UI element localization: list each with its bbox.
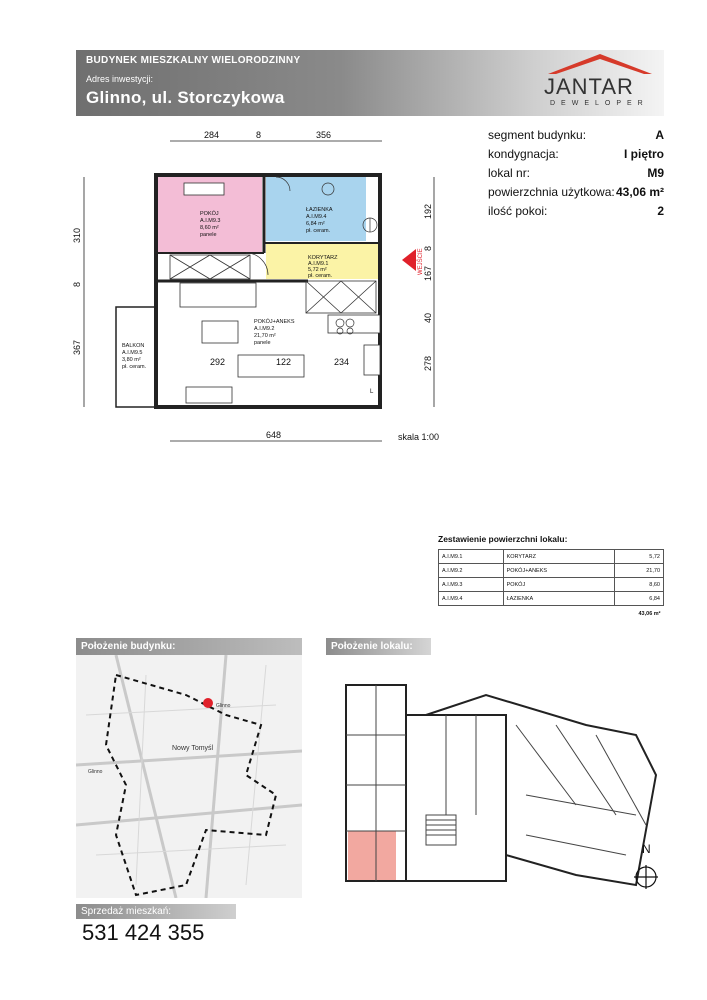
building-marker — [203, 698, 213, 708]
north-label: N — [642, 842, 651, 856]
info-value: I piętro — [623, 147, 664, 161]
bedroom-floor: panele — [200, 232, 217, 238]
compass-icon — [634, 865, 658, 889]
dim-inner-1: 292 — [210, 357, 226, 367]
living-floor: panele — [254, 340, 271, 346]
dim-right-5: 278 — [423, 355, 433, 371]
logo-sub: DEWELOPER — [550, 100, 649, 107]
table-total-row — [439, 606, 664, 621]
row-area: 5,72 — [615, 550, 664, 564]
appliance-label: L — [370, 389, 374, 395]
living-name: POKÓJ+ANEKS — [254, 319, 295, 325]
dim-top-left: 284 — [204, 130, 220, 140]
info-value: 2 — [657, 204, 664, 218]
bedroom-area-label: 8,60 m² — [200, 225, 219, 231]
row-area: 6,84 — [615, 592, 664, 606]
table-row — [439, 578, 664, 592]
balcony-area-label: 3,80 m² — [122, 357, 141, 363]
unit-highlight — [348, 831, 396, 881]
dim-inner-3: 234 — [334, 357, 350, 367]
bathroom-area-label: 6,84 m² — [306, 221, 325, 227]
row-name: ŁAZIENKA — [503, 592, 615, 606]
bathroom-name: ŁAZIENKA — [306, 207, 333, 213]
info-value: 43,06 m² — [615, 185, 664, 199]
hall-area-label: 5,72 m² — [308, 267, 327, 273]
balcony-code: A.I.M9.5 — [122, 350, 143, 356]
row-code: A.I.M9.2 — [439, 564, 504, 578]
entrance-arrow — [402, 249, 416, 271]
hall-floor: pł. ceram. — [308, 273, 333, 279]
info-label: ilość pokoi: — [488, 204, 548, 218]
balcony-name: BALKON — [122, 343, 145, 349]
hall-name: KORYTARZ — [308, 255, 338, 261]
row-name: POKÓJ — [503, 578, 615, 592]
unit-info — [488, 128, 664, 223]
info-label: segment budynku: — [488, 128, 587, 142]
bedroom-code: A.I.M9.3 — [200, 218, 221, 224]
bathroom-code: A.I.M9.4 — [306, 214, 327, 220]
row-name: KORYTARZ — [503, 550, 615, 564]
total-area: 43,06 m² — [638, 610, 661, 617]
address: Glinno, ul. Storczykowa — [86, 88, 285, 107]
place-label: Glinno — [216, 703, 231, 709]
row-code: A.I.M9.4 — [439, 592, 504, 606]
info-label: lokal nr: — [488, 166, 531, 180]
table-row — [439, 564, 664, 578]
info-label: powierzchnia użytkowa: — [488, 185, 615, 199]
info-label: kondygnacja: — [488, 147, 559, 161]
info-row — [488, 204, 664, 223]
row-area: 21,70 — [615, 564, 664, 578]
info-row — [488, 147, 664, 166]
city-map — [76, 655, 302, 898]
sales-contact — [76, 904, 236, 952]
dim-right-2: 8 — [423, 245, 433, 251]
dim-top-mid: 8 — [256, 130, 262, 140]
living-code: A.I.M9.2 — [254, 326, 275, 332]
unit-location-map — [326, 638, 664, 898]
dim-right-4: 40 — [423, 312, 433, 323]
entrance-label: WEJŚCIE — [418, 248, 424, 275]
bathroom-floor: pł. ceram. — [306, 228, 331, 234]
sales-label: Sprzedaż mieszkań: — [76, 904, 236, 919]
area-summary-table — [438, 549, 664, 620]
info-row — [488, 166, 664, 185]
info-value: M9 — [647, 166, 664, 180]
info-value: A — [655, 128, 664, 142]
place-label: Nowy Tomyśl — [172, 745, 214, 752]
dim-left-bottom: 367 — [72, 339, 82, 355]
floor-plan — [70, 125, 470, 455]
unit-location-label: Położenie lokalu: — [326, 638, 431, 655]
building-location-map — [76, 638, 302, 898]
row-area: 8,60 — [615, 578, 664, 592]
summary-title: Zestawienie powierzchni lokalu: — [438, 534, 568, 544]
dim-left-top: 310 — [72, 227, 82, 243]
table-row — [439, 550, 664, 564]
living-area-label: 21,70 m² — [254, 333, 276, 339]
balcony-floor: pł. ceram. — [122, 364, 147, 370]
building-location-label: Położenie budynku: — [76, 638, 302, 655]
hall-code: A.I.M9.1 — [308, 261, 329, 267]
dim-inner-2: 122 — [276, 357, 292, 367]
dim-right-3: 167 — [423, 265, 433, 281]
scale-label: skala 1:00 — [398, 432, 440, 442]
place-label: Glinno — [88, 769, 103, 775]
bedroom-name: POKÓJ — [200, 211, 219, 217]
dim-left-mid: 8 — [72, 281, 82, 287]
dim-top-right: 356 — [316, 130, 332, 140]
table-row — [439, 592, 664, 606]
address-label: Adres inwestycji: — [86, 74, 154, 84]
roof-icon — [544, 52, 656, 76]
sales-phone[interactable]: 531 424 355 — [82, 920, 205, 945]
building-floor-plan — [326, 655, 664, 898]
building-type: BUDYNEK MIESZKALNY WIELORODZINNY — [86, 55, 301, 66]
info-row — [488, 185, 664, 204]
row-code: A.I.M9.1 — [439, 550, 504, 564]
dim-bottom: 648 — [266, 430, 282, 440]
row-code: A.I.M9.3 — [439, 578, 504, 592]
dim-right-1: 192 — [423, 203, 433, 219]
info-row — [488, 128, 664, 147]
jantar-logo — [540, 52, 660, 112]
logo-name: JANTAR — [544, 74, 634, 99]
row-name: POKÓJ+ANEKS — [503, 564, 615, 578]
